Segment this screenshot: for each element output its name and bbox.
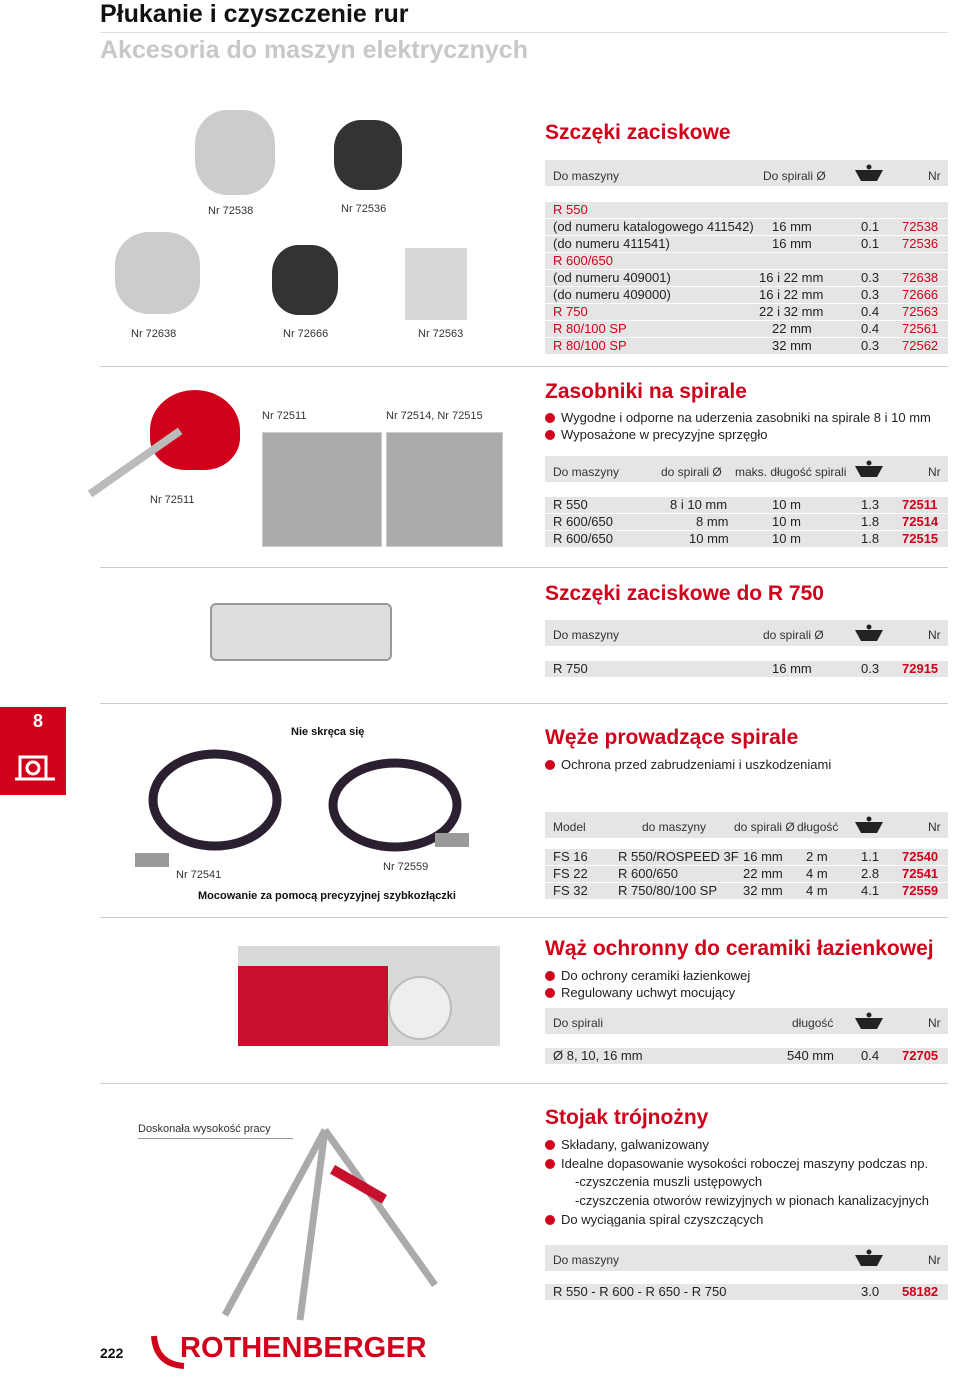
- sub-item: -czyszczenia otworów rewizyjnych w pionach kanalizacyjnych: [575, 1193, 930, 1208]
- product-image-72511: [90, 380, 255, 540]
- col-nr: Nr: [928, 169, 941, 183]
- brand-name: ROTHENBERGER: [180, 1332, 427, 1364]
- hose-image: [135, 745, 475, 875]
- bullet: Wyposażone w precyzyjne sprzęgło: [545, 427, 768, 442]
- section-title: Wąż ochronny do ceramiki łazienkowej: [545, 937, 934, 960]
- table-row: R 80/100 SP 22 mm 0.4 72561: [545, 321, 948, 337]
- product-image-72511-detail: [262, 432, 382, 547]
- product-image-72536: [334, 120, 402, 190]
- table-row: Ø 8, 10, 16 mm 540 mm 0.4 72705: [545, 1048, 948, 1064]
- section-title: Zasobniki na spirale: [545, 380, 747, 403]
- product-image-72514: [386, 432, 503, 547]
- table-row: FS 22 R 600/650 22 mm 4 m 2.8 72541: [545, 866, 948, 882]
- product-table: [545, 497, 948, 548]
- weight-icon: [853, 460, 885, 478]
- section-title: Stojak trójnożny: [545, 1106, 709, 1129]
- table-header: Do maszyny Nr: [545, 1245, 948, 1271]
- table-header: [545, 160, 948, 186]
- table-row: FS 32 R 750/80/100 SP 32 mm 4 m 4.1 72559: [545, 883, 948, 899]
- table-header: Do maszyny do spirali Ø Nr: [545, 620, 948, 646]
- bullet: Wygodne i odporne na uderzenia zasobniki na spirale 8 i 10 mm: [545, 410, 931, 425]
- product-image-72666: [272, 245, 338, 315]
- page-subtitle: Akcesoria do maszyn elektrycznych: [100, 36, 528, 64]
- caption: Nie skręca się: [291, 726, 365, 738]
- table-row: R 550 8 i 10 mm 10 m 1.3 72511: [545, 497, 948, 513]
- product-image-72915: [210, 603, 392, 661]
- bullet: Do wyciągania spiral czyszczących: [545, 1212, 763, 1227]
- product-table: [545, 849, 948, 900]
- table-row: R 600/650 8 mm 10 m 1.8 72514: [545, 514, 948, 530]
- table-row: R 600/650: [545, 253, 948, 269]
- table-row: R 750 16 mm 0.3 72915: [545, 661, 948, 677]
- tripod-image: [200, 1110, 450, 1325]
- table-row: (do numeru 411541) 16 mm 0.1 72536: [545, 236, 948, 252]
- weight-icon: [853, 164, 885, 182]
- table-row: (od numeru katalogowego 411542) 16 mm 0.1 72538: [545, 219, 948, 235]
- table-row: (do numeru 409000) 16 i 22 mm 0.3 72666: [545, 287, 948, 303]
- table-header: Do spirali długość Nr: [545, 1008, 948, 1034]
- table-header: Model do maszyny do spirali Ø długość Nr: [545, 812, 948, 838]
- table-header: Do maszyny do spirali Ø maks. długość spirali Nr: [545, 456, 948, 482]
- weight-icon: [853, 1012, 885, 1030]
- bullet: Do ochrony ceramiki łazienkowej: [545, 968, 750, 983]
- product-image-72563: [405, 248, 467, 320]
- bullet: Ochrona przed zabrudzeniami i uszkodzeniami: [545, 757, 831, 772]
- table-row: R 550: [545, 202, 948, 218]
- caption: Nr 72666: [283, 328, 329, 340]
- caption: Doskonała wysokość pracy: [138, 1123, 271, 1135]
- caption: Nr 72511: [262, 410, 307, 422]
- divider: [100, 366, 948, 367]
- weight-icon: [853, 624, 885, 642]
- weight-icon: [853, 816, 885, 834]
- table-row: R 600/650 10 mm 10 m 1.8 72515: [545, 531, 948, 547]
- product-image-72705: [238, 946, 500, 1046]
- caption: Nr 72541: [176, 869, 222, 881]
- chapter-tab: [0, 707, 66, 795]
- product-image-72638: [115, 232, 200, 314]
- caption: Nr 72563: [418, 328, 464, 340]
- sub-item: -czyszczenia muszli ustępowych: [575, 1174, 763, 1189]
- col-spiral: Do spirali Ø: [763, 169, 826, 183]
- divider: [100, 567, 948, 568]
- divider: [100, 1083, 948, 1084]
- caption: Nr 72514, Nr 72515: [386, 410, 483, 422]
- bullet: Składany, galwanizowany: [545, 1137, 709, 1152]
- caption: Nr 72559: [383, 861, 429, 873]
- page-number: 222: [100, 1345, 124, 1361]
- chapter-number: 8: [33, 711, 44, 731]
- product-table: [545, 202, 948, 355]
- divider: [100, 917, 948, 918]
- table-row: R 750 22 i 32 mm 0.4 72563: [545, 304, 948, 320]
- bullet: Regulowany uchwyt mocujący: [545, 985, 735, 1000]
- caption: Nr 72536: [341, 203, 387, 215]
- caption: Mocowanie za pomocą precyzyjnej szybkozłączki: [198, 890, 456, 902]
- weight-icon: [853, 1249, 885, 1267]
- product-image-72538: [195, 110, 275, 195]
- table-row: R 80/100 SP 32 mm 0.3 72562: [545, 338, 948, 354]
- page-title: Płukanie i czyszczenie rur: [100, 0, 409, 28]
- pipe-cleaning-machine-icon: [10, 739, 60, 789]
- section-title: Szczęki zaciskowe: [545, 121, 731, 144]
- table-row: (od numeru 409001) 16 i 22 mm 0.3 72638: [545, 270, 948, 286]
- section-title: Węże prowadzące spirale: [545, 726, 799, 749]
- col-machine: Do maszyny: [553, 169, 620, 183]
- table-row: R 550 - R 600 - R 650 - R 750 3.0 58182: [545, 1284, 948, 1300]
- section-title: Szczęki zaciskowe do R 750: [545, 582, 824, 605]
- table-row: FS 16 R 550/ROSPEED 3F 16 mm 2 m 1.1 72540: [545, 849, 948, 865]
- divider: [100, 703, 948, 704]
- caption: Nr 72538: [208, 205, 254, 217]
- caption: Nr 72511: [150, 494, 195, 506]
- caption: Nr 72638: [131, 328, 177, 340]
- bullet: Idealne dopasowanie wysokości roboczej maszyny podczas np.: [545, 1156, 928, 1171]
- divider: [100, 32, 948, 33]
